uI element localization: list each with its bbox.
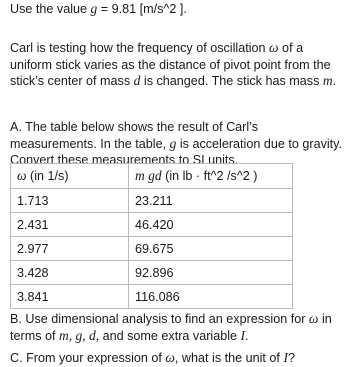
- omega-cell: 1.713: [11, 189, 129, 213]
- omega-cell: 2.977: [11, 237, 129, 261]
- mgd-column-header: [129, 164, 293, 189]
- variables-list: m, g, d,: [59, 327, 100, 343]
- given-value-line: [10, 1, 344, 18]
- table-row: [11, 285, 293, 309]
- part-b-text-4: .: [245, 328, 249, 343]
- table-row: [11, 237, 293, 261]
- g-variable: g: [169, 135, 177, 151]
- mgd-cell: 23.211: [129, 189, 293, 213]
- table-row: [11, 213, 293, 237]
- table-header-row: [11, 164, 293, 189]
- d-variable: d: [133, 73, 141, 88]
- omega-unit: (in 1/s): [26, 169, 69, 183]
- intro-text-1: Carl is testing how the frequency of oscillation: [10, 41, 270, 55]
- intro-paragraph: [10, 40, 344, 90]
- given-prefix-text: Use the value: [10, 2, 91, 16]
- mgd-cell: 92.896: [129, 261, 293, 285]
- mgd-cell: 116.086: [129, 285, 293, 309]
- mgd-symbol: m gd: [135, 168, 162, 183]
- intro-text-4: .: [332, 74, 337, 88]
- part-b-text-1: B. Use dimensional analysis to find an expression for: [10, 312, 309, 326]
- intro-text-3: is changed. The stick has mass: [140, 74, 323, 88]
- part-c-paragraph: [10, 350, 344, 367]
- omega-variable: ω: [269, 40, 279, 55]
- table-row: [11, 261, 293, 285]
- g-variable: g: [90, 1, 98, 16]
- part-b-text-3: and some extra variable: [99, 328, 241, 343]
- omega-cell: 2.431: [11, 213, 129, 237]
- given-value-text: = 9.81 [m/s^2 ].: [97, 2, 187, 16]
- mgd-cell: 46.420: [129, 213, 293, 237]
- omega-cell: 3.428: [11, 261, 129, 285]
- omega-cell: 3.841: [11, 285, 129, 309]
- omega-variable: ω: [165, 350, 175, 365]
- mgd-cell: 69.675: [129, 237, 293, 261]
- omega-variable: ω: [308, 311, 319, 326]
- part-a-text-1: A. The table below shows the result of Carl’s measurements. In the table,: [10, 120, 259, 151]
- intro-text-2: of a uniform stick varies as the distance of pivot point from the stick’s center of mass: [10, 41, 331, 88]
- part-b-text-2: in terms of: [10, 312, 332, 343]
- table-row: [11, 189, 293, 213]
- omega-column-header: [11, 164, 129, 189]
- part-b-paragraph: [10, 311, 344, 344]
- measurements-table: [10, 163, 293, 309]
- i-variable: I: [240, 327, 246, 343]
- part-a-paragraph: [10, 119, 344, 169]
- part-c-text-3: ?: [287, 351, 295, 365]
- part-a-text-2: is acceleration due to gravity. Convert these measurements to SI units.: [10, 136, 343, 167]
- i-variable: I: [283, 350, 288, 365]
- mgd-unit: (in lb · ft^2 /s^2 ): [161, 169, 258, 183]
- m-variable: m: [322, 73, 333, 88]
- part-c-text-1: C. From your expression of: [10, 351, 166, 365]
- omega-symbol: ω: [17, 168, 27, 183]
- part-c-text-2: , what is the unit of: [174, 351, 284, 365]
